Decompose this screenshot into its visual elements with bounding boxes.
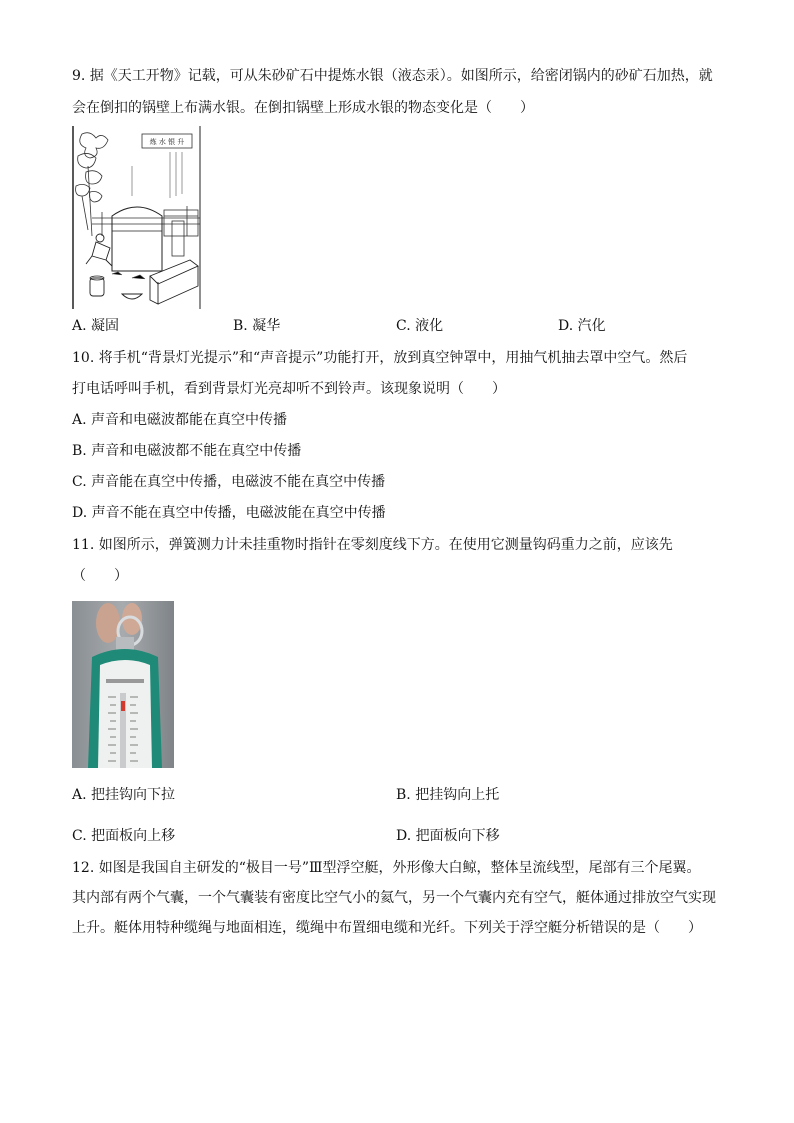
q11-option-c: C. 把面板向上移 — [72, 828, 176, 844]
q11-option-a: A. 把挂钩向下拉 — [72, 787, 176, 803]
q12-stem-line3: 上升。艇体用特种缆绳与地面相连，缆绳中布置细电缆和光纤。下列关于浮空艇分析错误的是（ ） — [72, 920, 702, 936]
q9-option-a: A. 凝固 — [72, 318, 120, 334]
q10-stem-line2: 打电话呼叫手机，看到背景灯光亮却听不到铃声。该现象说明（ ） — [72, 381, 506, 397]
q12-stem-line1: 12. 如图是我国自主研发的“极目一号”Ⅲ型浮空艇，外形像大白鲸，整体呈流线型，尾部有三个尾翼。 — [72, 860, 701, 876]
q10-option-d: D. 声音不能在真空中传播，电磁波能在真空中传播 — [72, 505, 386, 521]
q12-stem-line2: 其内部有两个气囊，一个气囊装有密度比空气小的氦气，另一个气囊内充有空气，艇体通过排放空气实现 — [72, 890, 716, 906]
q11-option-b: B. 把挂钩向上托 — [396, 787, 500, 803]
q11-stem-line1: 11. 如图所示，弹簧测力计未挂重物时指针在零刻度线下方。在使用它测量钩码重力之前，应该先 — [72, 537, 673, 553]
q10-stem-line1: 10. 将手机“背景灯光提示”和“声音提示”功能打开，放到真空钟罩中，用抽气机抽去罩中空气。然后 — [72, 350, 688, 366]
q9-option-c: C. 液化 — [396, 318, 444, 334]
q9-option-d: D. 汽化 — [558, 318, 606, 334]
woodcut-drawing — [72, 126, 202, 309]
q10-option-b: B. 声音和电磁波都不能在真空中传播 — [72, 443, 302, 459]
mercury-refining-illustration — [72, 126, 202, 309]
q10-option-c: C. 声音能在真空中传播，电磁波不能在真空中传播 — [72, 474, 386, 490]
q9-stem-line1: 9. 据《天工开物》记载，可从朱砂矿石中提炼水银（液态汞）。如图所示，给密闭锅内的砂矿石加热，就 — [72, 68, 713, 84]
q11-option-d: D. 把面板向下移 — [396, 828, 500, 844]
q9-stem-line2: 会在倒扣的锅壁上布满水银。在倒扣锅壁上形成水银的物态变化是（ ） — [72, 100, 534, 116]
spring-scale-photo — [72, 601, 174, 768]
q9-option-b: B. 凝华 — [233, 318, 281, 334]
spring-scale-drawing — [72, 601, 174, 768]
q10-option-a: A. 声音和电磁波都能在真空中传播 — [72, 412, 288, 428]
figure-title-text: 炼 水 银 升 — [149, 138, 185, 146]
q11-stem-line2: （ ） — [72, 568, 128, 584]
